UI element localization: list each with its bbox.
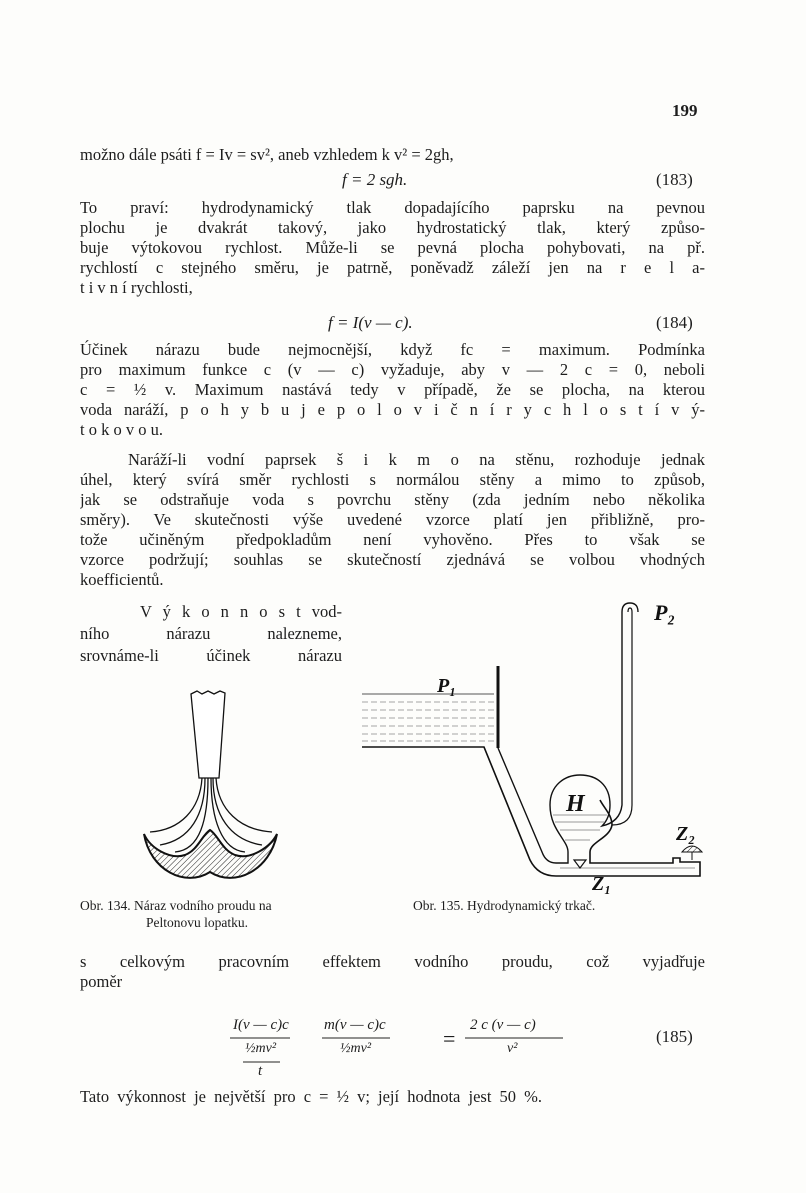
text-line: pro maximum funkce c (v — c) vyžaduje, aby v — 2 c = 0, neboli	[80, 360, 705, 379]
text-line: buje výtokovou rychlost. Může-li se pevná plocha pohybovati, na př.	[80, 238, 705, 257]
text-line: koefficientů.	[80, 570, 164, 589]
text-line: srovnáme-li účinek nárazu	[80, 646, 342, 665]
equation-183: f = 2 sgh.	[342, 170, 408, 189]
label-z1: Z₁	[592, 873, 612, 895]
text-line: poměr	[80, 972, 123, 991]
text-line: s celkovým pracovním effektem vodního proudu, což vyjadřuje	[80, 952, 705, 971]
text-line: jak se odstraňuje voda s povrchu stěny (zda jedním nebo několika	[80, 490, 705, 509]
text-line: Účinek nárazu bude nejmocnější, když fc = maximum. Podmínka	[80, 340, 705, 359]
page-number: 199	[672, 101, 698, 120]
text-line: úhel, který svírá směr rychlosti s normálou stěny a mimo to způsob,	[80, 470, 705, 489]
hydraulic-ram-diagram	[362, 603, 702, 876]
text-line: t i v n í rychlosti,	[80, 278, 193, 297]
eq185-denominator-1: ½mv²	[245, 1041, 277, 1056]
eq185-numerator-1: I(v — c)c	[233, 1017, 289, 1033]
label-p1: P₁	[437, 675, 457, 697]
eq185-numerator-2: m(v — c)c	[324, 1017, 386, 1033]
text-line: Naráží-li vodní paprsek š i k m o na stěnu, rozhoduje jednak	[128, 450, 705, 469]
text-line: ního nárazu nalezneme,	[80, 624, 342, 643]
text-line: c = ½ v. Maximum nastává tedy v případě, že se plocha, na kterou	[80, 380, 705, 399]
text-line: směry). Ve skutečnosti výše uvedené vzorce platí jen přibližně, pro-	[80, 510, 705, 529]
figure-135-caption: Obr. 135. Hydrodynamický trkač.	[413, 898, 596, 913]
equation-number-185: (185)	[656, 1027, 693, 1046]
eq185-denominator-3: v²	[507, 1041, 518, 1056]
equation-number-184: (184)	[656, 313, 693, 332]
text-line: t o k o v o u.	[80, 420, 163, 439]
text-line: tože učiněným předpokladům není vyhověno. Přes to však se	[80, 530, 705, 549]
text-line: Tato výkonnost je největší pro c = ½ v; její hodnota jest 50 %.	[80, 1087, 543, 1106]
text-line: voda naráží, p o h y b u j e p o l o v i č n í r y c h l o s t í v ý-	[80, 400, 705, 419]
equation-number-183: (183)	[656, 170, 693, 189]
label-h: H	[566, 791, 585, 817]
text-line: V ý k o n n o s t vod-	[140, 602, 342, 621]
figure-134-caption-line-1: Obr. 134. Náraz vodního proudu na	[80, 898, 272, 913]
text-line: vzorce podržují; souhlas se skutečností zjednává se volbou vhodných	[80, 550, 705, 569]
figure-134-caption-line-2: Peltonovu lopatku.	[146, 915, 248, 930]
label-p2: P₂	[654, 600, 676, 625]
text-line: možno dále psáti f = Iv = sv², aneb vzhledem k v² = 2gh,	[80, 145, 454, 164]
label-z2: Z₂	[676, 823, 696, 845]
eq185-numerator-3: 2 c (v — c)	[470, 1017, 536, 1033]
pelton-bucket-illustration	[144, 691, 277, 878]
text-line: To praví: hydrodynamický tlak dopadajícího paprsku na pevnou	[80, 198, 705, 217]
eq185-equals: =	[443, 1026, 456, 1051]
text-line: rychlostí c stejného směru, je patrně, poněvadž záleží jen na r e l a-	[80, 258, 705, 277]
equation-184: f = I(v — c).	[328, 313, 413, 332]
eq185-denominator-2: ½mv²	[340, 1041, 372, 1056]
text-line: plochu je dvakrát takový, jako hydrostatický tlak, který způso-	[80, 218, 705, 237]
eq185-denominator-1b: t	[258, 1063, 263, 1079]
